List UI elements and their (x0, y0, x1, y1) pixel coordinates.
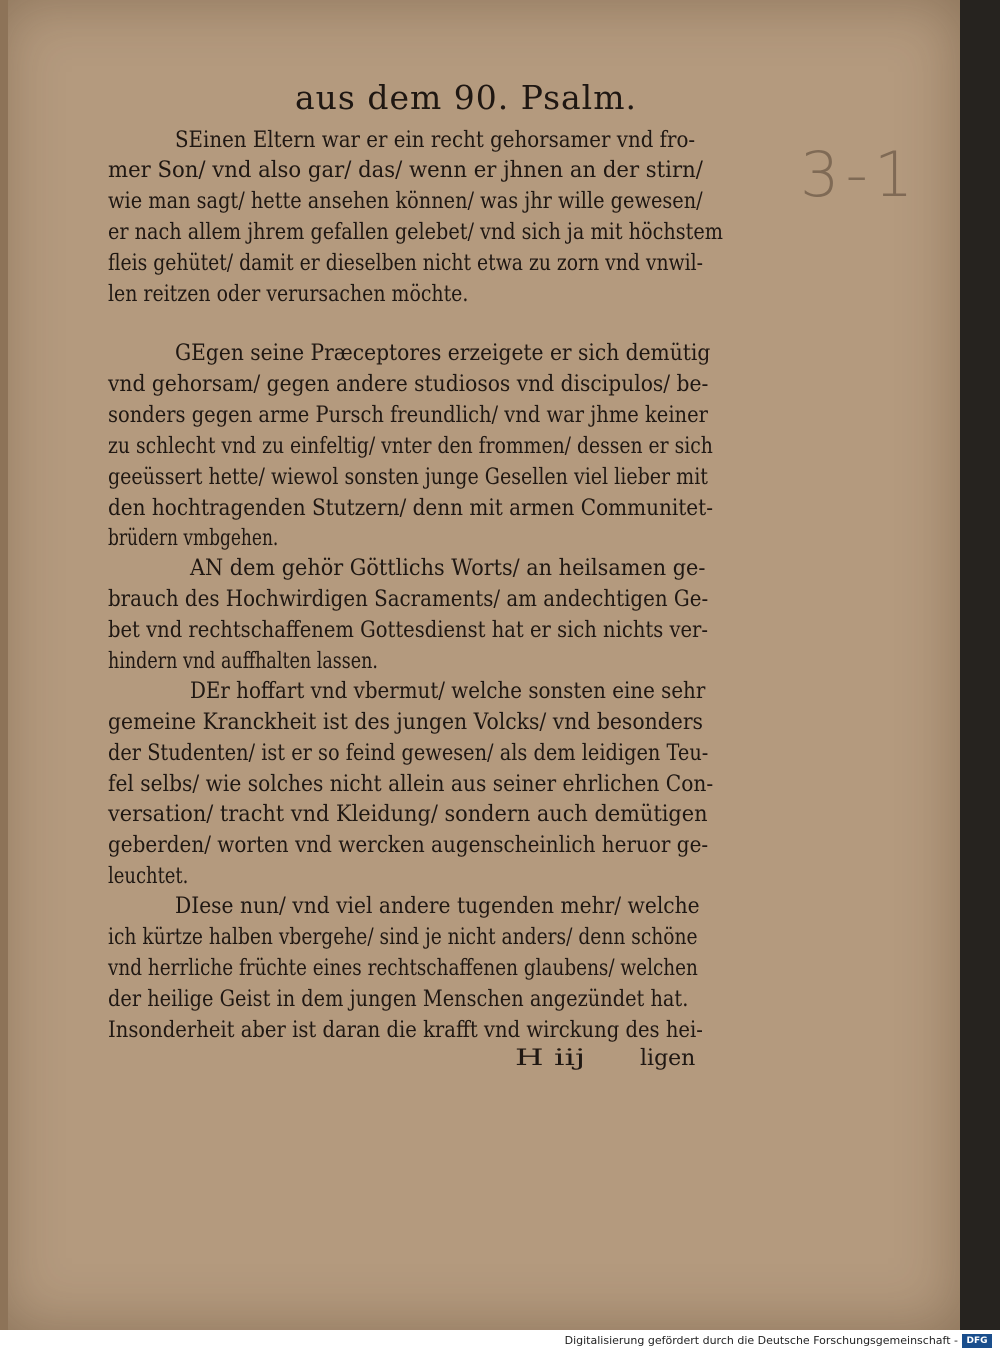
text-line: brüdern vmbgehen. (108, 526, 279, 551)
text-line: den hochtragenden Stutzern/ denn mit armen Communitet- (108, 496, 713, 521)
text-line: SEinen Eltern war er ein recht gehorsamer vnd fro- (175, 128, 696, 153)
dfg-credit: Digitalisierung gefördert durch die Deutsche Forschungsgemeinschaft - (564, 1334, 958, 1347)
text-line: gemeine Kranckheit ist des jungen Volcks/ vnd besonders (108, 710, 704, 735)
text-line: DEr hoffart vnd vbermut/ welche sonsten eine sehr (190, 679, 706, 704)
text-line: len reitzen oder verursachen möchte. (108, 282, 469, 307)
text-line: versation/ tracht vnd Kleidung/ sondern auch demütigen (108, 802, 708, 827)
text-line: geeüssert hette/ wiewol sonsten junge Gesellen viel lieber mit (108, 465, 708, 490)
page-edge (0, 0, 8, 1330)
text-line: hindern vnd auffhalten lassen. (108, 649, 379, 674)
text-line: fleis gehütet/ damit er dieselben nicht etwa zu zorn vnd vnwil- (108, 251, 703, 276)
text-line: der Studenten/ ist er so feind gewesen/ als dem leidigen Teu- (108, 741, 709, 766)
page-header: aus dem 90. Psalm. (295, 78, 638, 117)
catchword: ligen (640, 1046, 696, 1071)
text-line: bet vnd rechtschaffenem Gottesdienst hat er sich nichts ver- (108, 618, 708, 643)
text-line: GEgen seine Præceptores erzeigete er sich demütig (175, 341, 711, 366)
text-line: der heilige Geist in dem jungen Menschen angezündet hat. (108, 987, 689, 1012)
handwritten-margin-note: 3-1 (800, 138, 920, 211)
text-line: zu schlecht vnd zu einfeltig/ vnter den frommen/ dessen er sich (108, 434, 713, 459)
text-line: Insonderheit aber ist daran die krafft vnd wirckung des hei- (108, 1018, 703, 1043)
text-line: sonders gegen arme Pursch freundlich/ vnd war jhme keiner (108, 403, 708, 428)
text-line: wie man sagt/ hette ansehen können/ was jhr wille gewesen/ (108, 189, 703, 214)
text-line: fel selbs/ wie solches nicht allein aus seiner ehrlichen Con- (108, 772, 714, 797)
signature-mark: H iij (515, 1046, 586, 1071)
text-line: er nach allem jhrem gefallen gelebet/ vnd sich ja mit höchstem (108, 220, 723, 245)
text-line: ich kürtze halben vbergehe/ sind je nicht anders/ denn schöne (108, 925, 698, 950)
dfg-logo-icon: DFG (962, 1334, 992, 1348)
scan-background (960, 0, 1000, 1330)
text-line: DIese nun/ vnd viel andere tugenden mehr/ welche (175, 894, 700, 919)
text-line: AN dem gehör Göttlichs Worts/ an heilsamen ge- (190, 556, 706, 581)
text-line: geberden/ worten vnd wercken augenscheinlich heruor ge- (108, 833, 709, 858)
text-line: leuchtet. (108, 864, 189, 889)
text-line: vnd herrliche früchte eines rechtschaffenen glaubens/ welchen (108, 956, 698, 981)
text-line: brauch des Hochwirdigen Sacraments/ am andechtigen Ge- (108, 587, 709, 612)
text-line: mer Son/ vnd also gar/ das/ wenn er jhnen an der stirn/ (108, 158, 703, 183)
text-line: vnd gehorsam/ gegen andere studiosos vnd discipulos/ be- (108, 372, 709, 397)
